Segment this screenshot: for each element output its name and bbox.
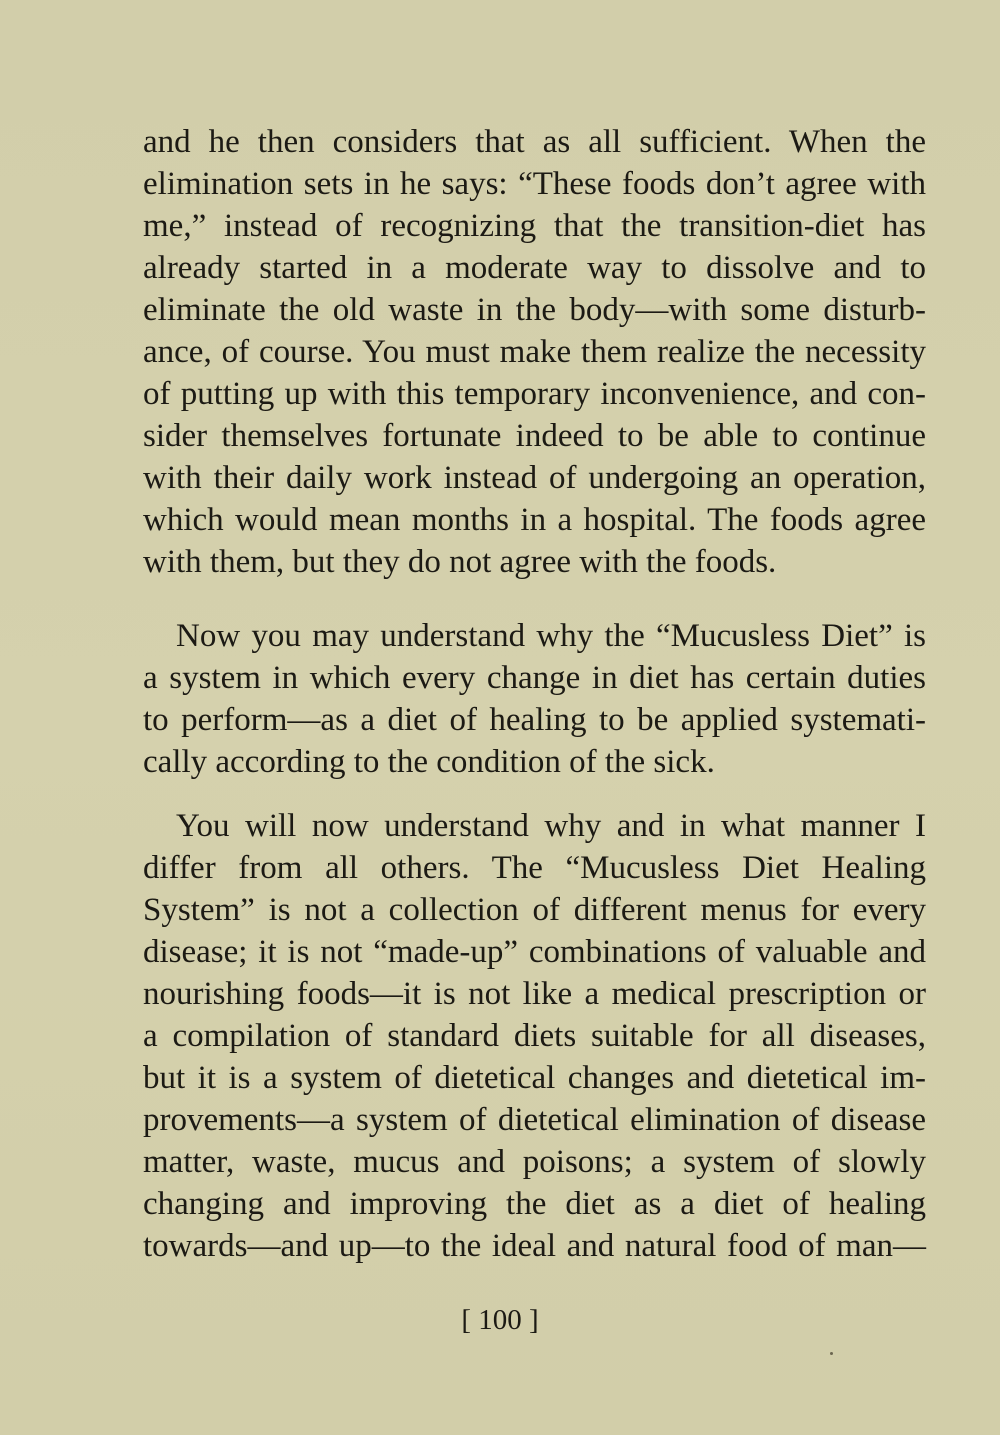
paragraph-1 [143,121,926,583]
text-line: You will now understand why and in what manner I [176,808,926,844]
text-line: towards—and up—to the ideal and natural food of man— [143,1228,926,1264]
text-line: with them, but they do not agree with the foods. [143,544,777,580]
text-line: to perform—as a diet of healing to be applied systemati- [143,702,926,738]
text-line: me,” instead of recognizing that the transition-diet has [143,208,926,244]
text-line: a system in which every change in diet has certain duties [143,660,926,696]
paper-speck [830,1352,833,1355]
text-line: eliminate the old waste in the body—with some disturb- [143,292,926,328]
page-number: [ 100 ] [461,1304,539,1336]
text-line: elimination sets in he says: “These foods don’t agree with [143,166,926,202]
text-line: disease; it is not “made-up” combinations of valuable and [143,934,926,970]
text-line: differ from all others. The “Mucusless Diet Healing [143,850,926,886]
text-line: a compilation of standard diets suitable for all diseases, [143,1018,926,1054]
text-line: and he then considers that as all sufficient. When the [143,124,926,160]
text-line: which would mean months in a hospital. The foods agree [143,502,926,538]
paragraph-3 [143,805,926,1267]
text-line: but it is a system of dietetical changes and dietetical im- [143,1060,926,1096]
text-line: sider themselves fortunate indeed to be able to continue [143,418,926,454]
text-line: already started in a moderate way to dissolve and to [143,250,926,286]
text-line: ance, of course. You must make them realize the necessity [143,334,926,370]
text-line: cally according to the condition of the sick. [143,744,715,780]
text-line: changing and improving the diet as a diet of healing [143,1186,926,1222]
text-line: Now you may understand why the “Mucusless Diet” is [176,618,926,654]
text-line: nourishing foods—it is not like a medical prescription or [143,976,926,1012]
text-line: matter, waste, mucus and poisons; a system of slowly [143,1144,926,1180]
text-line: of putting up with this temporary inconvenience, and con- [143,376,926,412]
text-line: provements—a system of dietetical elimination of disease [143,1102,926,1138]
text-line: with their daily work instead of undergoing an operation, [143,460,926,496]
text-line: System” is not a collection of different menus for every [143,892,926,928]
paragraph-2 [143,615,926,783]
